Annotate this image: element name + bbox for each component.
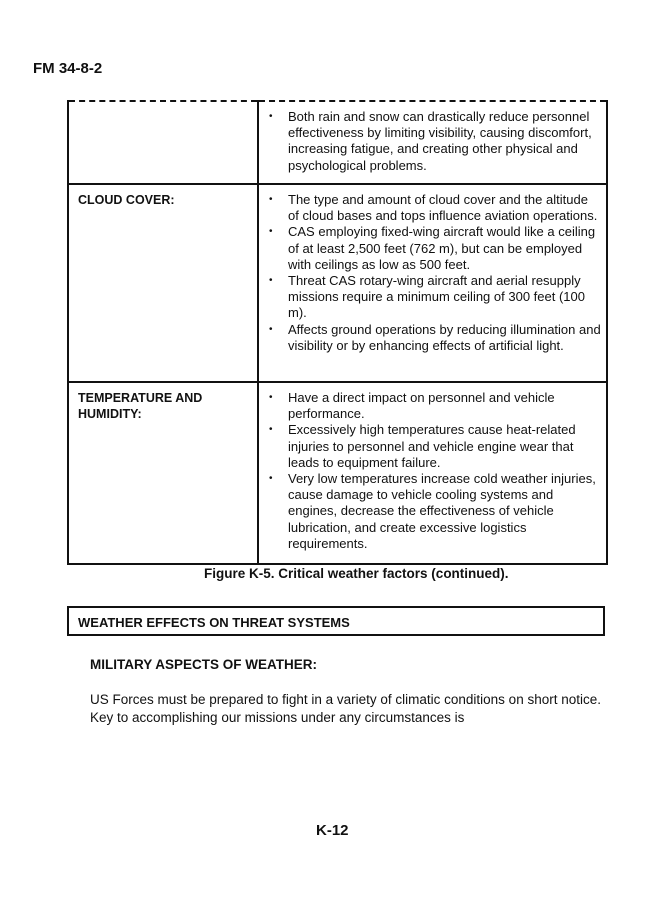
bullet-item: • Both rain and snow can drastically reduce personnel effectiveness by limiting visibility, causing discomfort, increasing fatigue, and creating other physical and psychological problems. xyxy=(267,109,602,174)
factor-details xyxy=(258,101,607,184)
document-id-header: FM 34-8-2 xyxy=(33,60,103,77)
factor-label: CLOUD COVER: xyxy=(68,184,258,382)
figure-caption xyxy=(0,566,660,581)
section-heading: WEATHER EFFECTS ON THREAT SYSTEMS xyxy=(78,615,350,630)
bullet-item: • Excessively high temperatures cause heat-related injuries to personnel and vehicle engine wear that leads to equipment failure. xyxy=(267,422,602,471)
page-number: K-12 xyxy=(316,822,349,839)
factor-label: TEMPERATURE AND HUMIDITY: xyxy=(68,382,258,564)
bullet-item: • Threat CAS rotary-wing aircraft and aerial resupply missions require a minimum ceiling of 300 feet (100 m). xyxy=(267,273,602,322)
bullet-item: • Affects ground operations by reducing illumination and visibility or by enhancing effects of artificial light. xyxy=(267,322,602,354)
critical-weather-factors-table xyxy=(67,100,608,565)
body-paragraph: US Forces must be prepared to fight in a variety of climatic conditions on short notice. Key to accomplishing our missions under any circumstances is xyxy=(90,692,601,725)
bullet-item: • The type and amount of cloud cover and the altitude of cloud bases and tops influence aviation operations. xyxy=(267,192,602,224)
factor-label xyxy=(68,101,258,184)
section-heading-box xyxy=(67,606,605,636)
subsection-heading: MILITARY ASPECTS OF WEATHER: xyxy=(90,657,317,672)
factor-details xyxy=(258,184,607,382)
figure-caption-text: Figure K-5. Critical weather factors (continued). xyxy=(204,566,509,581)
table-row xyxy=(68,184,607,382)
bullet-item: • Have a direct impact on personnel and vehicle performance. xyxy=(267,390,602,422)
table-row xyxy=(68,101,607,184)
factor-details xyxy=(258,382,607,564)
bullet-item: • CAS employing fixed-wing aircraft would like a ceiling of at least 2,500 feet (762 m), but can be employed with ceilings as low as 500 feet. xyxy=(267,224,602,273)
bullet-item: • Very low temperatures increase cold weather injuries, cause damage to vehicle cooling systems and engines, decrease the effectiveness of vehicle lubrication, and create excessive logistics requirements. xyxy=(267,471,602,552)
table-row xyxy=(68,382,607,564)
